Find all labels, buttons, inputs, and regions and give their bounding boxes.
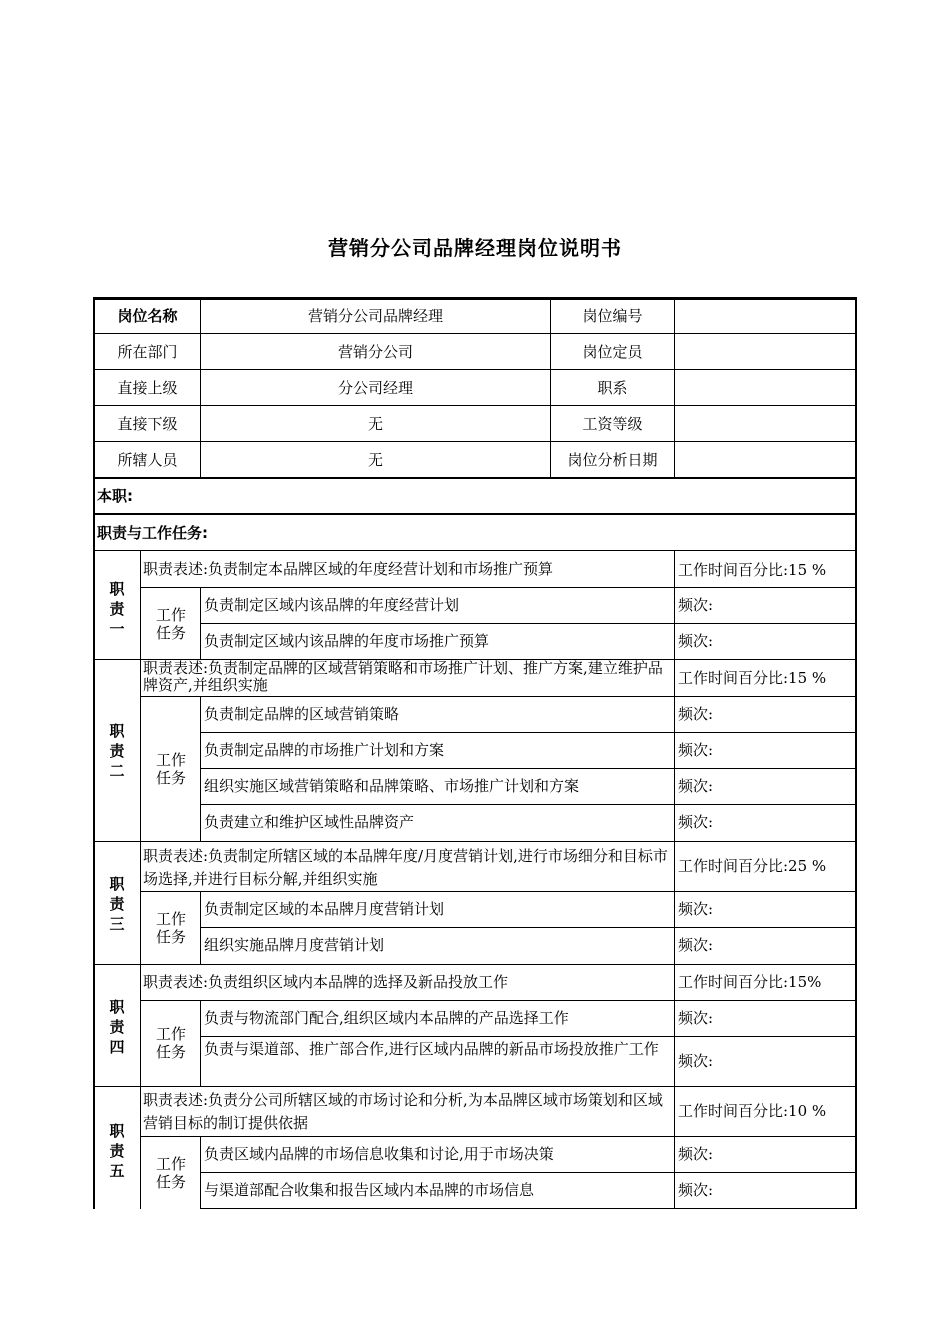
duty-1-pct: 工作时间百分比:15 % — [678, 561, 827, 579]
duty-5-task-1: 负责区域内品牌的市场信息收集和讨论,用于市场决策 — [204, 1145, 554, 1163]
duty-4-name: 职 责 四 — [109, 998, 125, 1056]
value-direct-superior: 分公司经理 — [337, 379, 413, 397]
document-title: 营销分公司品牌经理岗位说明书 — [328, 236, 622, 260]
value-department: 营销分公司 — [337, 343, 413, 361]
duty-1-desc: 职责表述:负责制定本品牌区域的年度经营计划和市场推广预算 — [143, 560, 554, 578]
duty-1-freq-2: 频次: — [678, 632, 714, 650]
duty-5-freq-1: 频次: — [678, 1145, 714, 1163]
duty-3-name: 职 责 三 — [109, 875, 125, 933]
duty-2-task-4: 负责建立和维护区域性品牌资产 — [204, 813, 415, 831]
duty-2-task-1: 负责制定品牌的区域营销策略 — [204, 705, 400, 723]
duty-2-name: 职 责 二 — [109, 722, 125, 780]
duty-1-freq-1: 频次: — [678, 596, 714, 614]
duty-2-freq-3: 频次: — [678, 777, 714, 795]
value-direct-subordinate: 无 — [367, 415, 383, 433]
label-staff-managed: 所辖人员 — [117, 451, 178, 469]
table-left-border — [93, 297, 95, 1209]
duty-4-pct: 工作时间百分比:15% — [678, 973, 822, 991]
duty-4-task-label: 工作任务 — [155, 1025, 186, 1061]
duty-2-task-2: 负责制定品牌的市场推广计划和方案 — [204, 741, 445, 759]
duty-5-task-2: 与渠道部配合收集和报告区域内本品牌的市场信息 — [204, 1181, 535, 1199]
section-duties: 职责与工作任务: — [97, 524, 208, 542]
label-direct-superior: 直接上级 — [117, 379, 178, 397]
duty-3-freq-2: 频次: — [678, 936, 714, 954]
value-staff-managed: 无 — [367, 451, 383, 469]
duty-1-task-label: 工作任务 — [155, 606, 186, 642]
duty-2-task-label: 工作任务 — [155, 751, 186, 787]
duty-2-task-3: 组织实施区域营销策略和品牌策略、市场推广计划和方案 — [204, 777, 580, 795]
duty-2-freq-2: 频次: — [678, 741, 714, 759]
label-salary-grade: 工资等级 — [582, 415, 643, 433]
label-position-code: 岗位编号 — [582, 307, 643, 325]
label-job-family: 职系 — [597, 379, 628, 397]
duty-4-desc: 职责表述:负责组织区域内本品牌的选择及新品投放工作 — [143, 973, 509, 991]
duty-2-pct: 工作时间百分比:15 % — [678, 669, 827, 687]
duty-3-task-label: 工作任务 — [155, 910, 186, 946]
table-right-border — [855, 297, 857, 1209]
job-description-table — [93, 297, 857, 1209]
duty-2-freq-1: 频次: — [678, 705, 714, 723]
duty-5-desc: 职责表述:负责分公司所辖区域的市场讨论和分析,为本品牌区域市场策划和区域营销目标的制订提供依据 — [143, 1091, 663, 1132]
duty-1-task-1: 负责制定区域内该品牌的年度经营计划 — [204, 596, 460, 614]
duty-5-pct: 工作时间百分比:10 % — [678, 1102, 827, 1120]
duty-4-task-2: 负责与渠道部、推广部合作,进行区域内品牌的新品市场投放推广工作 — [204, 1040, 659, 1058]
label-department: 所在部门 — [117, 343, 178, 361]
duty-1-task-2: 负责制定区域内该品牌的年度市场推广预算 — [204, 632, 490, 650]
duty-5-freq-2: 频次: — [678, 1181, 714, 1199]
duty-5-name: 职 责 五 — [109, 1122, 125, 1180]
duty-2-desc: 职责表述:负责制定品牌的区域营销策略和市场推广计划、推广方案,建立维护品牌资产,并组织实施 — [143, 659, 663, 694]
duty-3-task-2: 组织实施品牌月度营销计划 — [204, 936, 385, 954]
label-position-name: 岗位名称 — [117, 307, 178, 325]
value-position-name: 营销分公司品牌经理 — [307, 307, 443, 325]
duty-4-freq-1: 频次: — [678, 1009, 714, 1027]
duty-3-task-1: 负责制定区域的本品牌月度营销计划 — [204, 900, 445, 918]
duty-3-desc: 职责表述:负责制定所辖区域的本品牌年度/月度营销计划,进行市场细分和目标市场选择,并进行目标分解,并组织实施 — [143, 847, 668, 888]
duty-5-task-label: 工作任务 — [155, 1155, 186, 1191]
label-headcount: 岗位定员 — [582, 343, 643, 361]
duty-3-freq-1: 频次: — [678, 900, 714, 918]
duty-4-task-1: 负责与物流部门配合,组织区域内本品牌的产品选择工作 — [204, 1009, 569, 1027]
duty-1-name: 职 责 一 — [109, 580, 125, 638]
label-analysis-date: 岗位分析日期 — [567, 451, 658, 469]
table-top-border — [93, 297, 857, 300]
duty-4-freq-2: 频次: — [678, 1052, 714, 1070]
duty-2-freq-4: 频次: — [678, 813, 714, 831]
label-direct-subordinate: 直接下级 — [117, 415, 178, 433]
section-benzhi: 本职: — [97, 487, 133, 505]
duty-3-pct: 工作时间百分比:25 % — [678, 857, 827, 875]
